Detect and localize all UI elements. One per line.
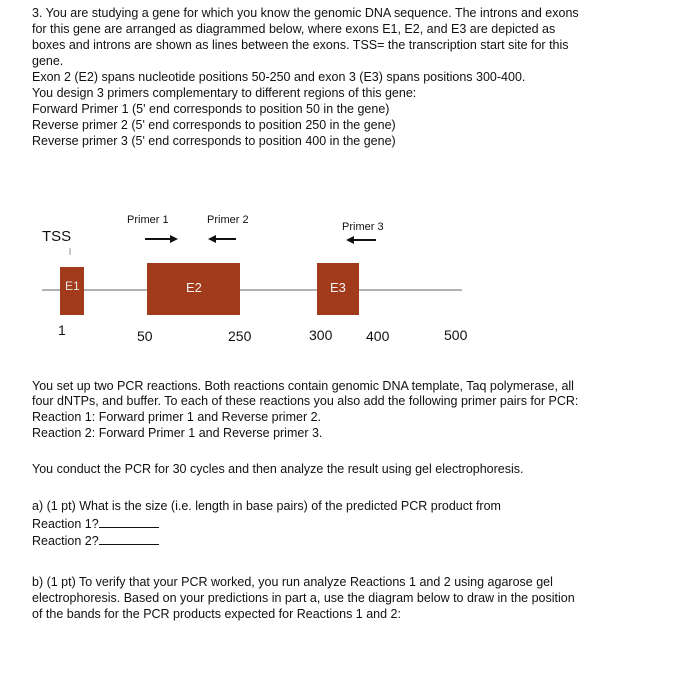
reaction2-prompt: [32, 532, 159, 549]
part-b-line: of the bands for the PCR products expected for Reactions 1 and 2:: [32, 607, 401, 621]
position-label: 1: [58, 322, 66, 338]
primer1-label: Primer 1: [127, 214, 169, 226]
primer2-label: Primer 2: [207, 214, 249, 226]
gene-diagram: [0, 195, 700, 370]
question-line: for this gene are arranged as diagrammed below, where exons E1, E2, and E3 are depicted as: [32, 22, 556, 36]
part-a-question: a) (1 pt) What is the size (i.e. length in base pairs) of the predicted PCR product from: [32, 499, 501, 513]
reaction2-answer-blank[interactable]: [99, 532, 159, 545]
setup-line: Reaction 1: Forward primer 1 and Reverse primer 2.: [32, 410, 322, 424]
primer3-label: Primer 3: [342, 221, 384, 233]
position-label: 250: [228, 328, 252, 344]
setup-line: You set up two PCR reactions. Both reactions contain genomic DNA template, Taq polymerase, all: [32, 379, 574, 393]
question-line: Reverse primer 3 (5' end corresponds to position 400 in the gene): [32, 134, 396, 148]
primer1-arrow-icon: [145, 235, 178, 243]
exon1-label: E1: [65, 279, 80, 293]
setup-line: Reaction 2: Forward Primer 1 and Reverse primer 3.: [32, 426, 323, 440]
reaction2-label: Reaction 2?: [32, 534, 99, 548]
position-label: 400: [366, 328, 390, 344]
reaction1-label: Reaction 1?: [32, 517, 99, 531]
question-line: You design 3 primers complementary to different regions of this gene:: [32, 86, 417, 100]
reaction1-prompt: [32, 515, 159, 532]
position-label: 300: [309, 327, 333, 343]
position-label: 500: [444, 327, 468, 343]
primer3-arrow-icon: [346, 236, 376, 244]
question-line: Reverse primer 2 (5' end corresponds to position 250 in the gene): [32, 118, 396, 132]
position-label: 50: [137, 328, 153, 344]
question-line: Forward Primer 1 (5' end corresponds to position 50 in the gene): [32, 102, 390, 116]
setup-line: four dNTPs, and buffer. To each of these reactions you also add the following primer pairs for PCR:: [32, 394, 579, 408]
question-line: 3. You are studying a gene for which you know the genomic DNA sequence. The introns and exons: [32, 6, 579, 20]
primer2-arrow-icon: [208, 235, 236, 243]
exon2-label: E2: [186, 280, 202, 295]
conduct-line: You conduct the PCR for 30 cycles and then analyze the result using gel electrophoresis.: [32, 462, 524, 476]
part-b-line: electrophoresis. Based on your predictions in part a, use the diagram below to draw in the position: [32, 591, 575, 605]
question-line: Exon 2 (E2) spans nucleotide positions 50-250 and exon 3 (E3) spans positions 300-400.: [32, 70, 526, 84]
exon3-label: E3: [330, 280, 346, 295]
question-line: gene.: [32, 54, 64, 68]
part-b-line: b) (1 pt) To verify that your PCR worked, you run analyze Reactions 1 and 2 using agarose gel: [32, 575, 553, 589]
question-line: boxes and introns are shown as lines between the exons. TSS= the transcription start site for this: [32, 38, 569, 52]
tss-label: TSS: [42, 228, 72, 245]
reaction1-answer-blank[interactable]: [99, 515, 159, 528]
